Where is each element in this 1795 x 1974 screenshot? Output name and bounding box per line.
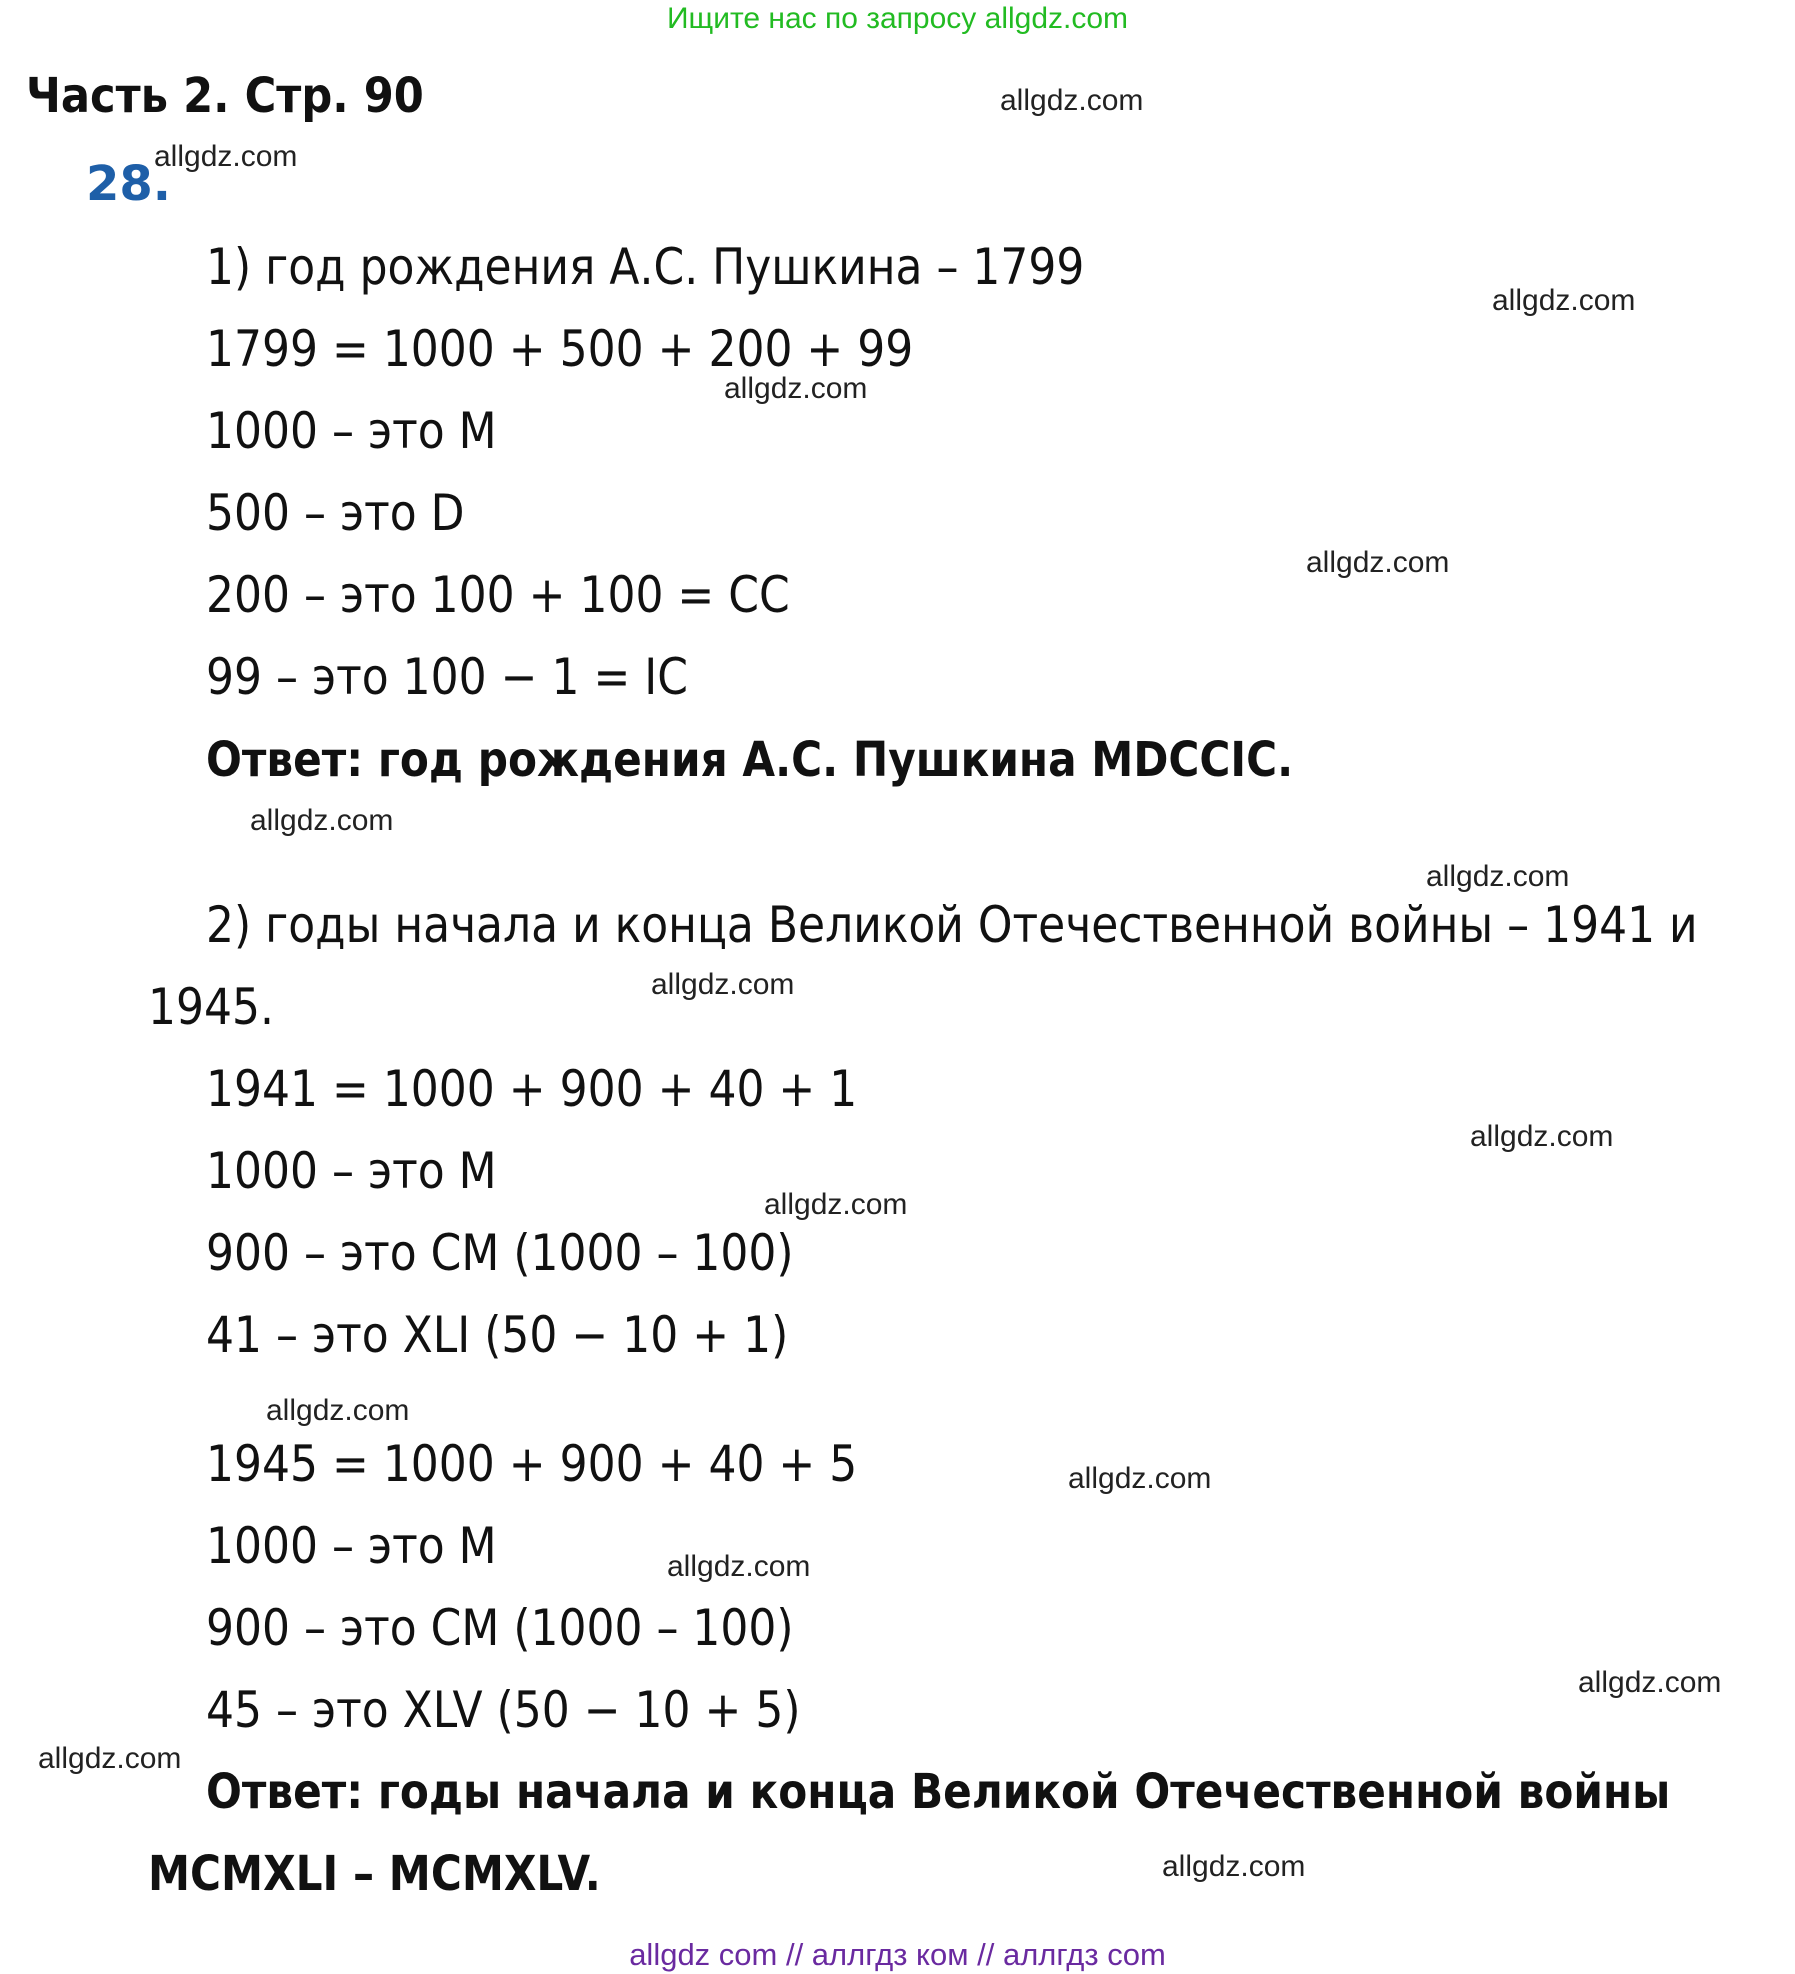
part1-line: 200 – это 100 + 100 = СС	[206, 566, 790, 624]
watermark: allgdz.com	[667, 1550, 811, 1583]
part2-line: 1000 – это М	[206, 1142, 497, 1200]
part1-line: 1799 = 1000 + 500 + 200 + 99	[206, 320, 914, 378]
part2-line: 41 – это XLI (50 − 10 + 1)	[206, 1306, 789, 1364]
part1-line: 99 – это 100 − 1 = IC	[206, 648, 689, 706]
part2-line: 900 – это СМ (1000 – 100)	[206, 1224, 794, 1282]
watermark: allgdz.com	[266, 1394, 410, 1427]
part1-answer: Ответ: год рождения А.С. Пушкина MDCCIC.	[206, 732, 1294, 788]
watermark: allgdz.com	[1470, 1120, 1614, 1153]
watermark: allgdz.com	[1492, 284, 1636, 317]
part2-line: 1941 = 1000 + 900 + 40 + 1	[206, 1060, 858, 1118]
part2-line: 900 – это СМ (1000 – 100)	[206, 1599, 794, 1657]
footer: allgdz com // аллгдз ком // аллгдз com	[629, 1937, 1166, 1972]
watermark: allgdz.com	[1426, 860, 1570, 893]
part2-answer: Ответ: годы начала и конца Великой Отечественной войны	[206, 1764, 1671, 1820]
watermark: allgdz.com	[38, 1742, 182, 1775]
watermark: allgdz.com	[250, 804, 394, 837]
task-number: 28.	[86, 156, 172, 212]
watermark: allgdz.com	[724, 372, 868, 405]
part2-heading-continuation: 1945.	[148, 978, 274, 1036]
page-title: Часть 2. Стр. 90	[26, 68, 424, 124]
part2-heading: 2) годы начала и конца Великой Отечественной войны – 1941 и	[206, 896, 1698, 954]
watermark: allgdz.com	[1068, 1462, 1212, 1495]
part2-line: 45 – это XLV (50 − 10 + 5)	[206, 1681, 801, 1739]
part1-line: 1000 – это М	[206, 402, 497, 460]
part2-line: 1000 – это М	[206, 1517, 497, 1575]
top-banner: Ищите нас по запросу allgdz.com	[666, 2, 1129, 35]
watermark: allgdz.com	[1162, 1850, 1306, 1883]
part2-answer-continuation: MCMXLI – MCMXLV.	[148, 1846, 601, 1902]
part1-heading: 1) год рождения А.С. Пушкина – 1799	[206, 238, 1085, 296]
part1-line: 500 – это D	[206, 484, 465, 542]
part2-line: 1945 = 1000 + 900 + 40 + 5	[206, 1435, 858, 1493]
watermark: allgdz.com	[154, 140, 298, 173]
watermark: allgdz.com	[1000, 84, 1144, 117]
watermark: allgdz.com	[764, 1188, 908, 1221]
watermark: allgdz.com	[1306, 546, 1450, 579]
watermark: allgdz.com	[651, 968, 795, 1001]
watermark: allgdz.com	[1578, 1666, 1722, 1699]
